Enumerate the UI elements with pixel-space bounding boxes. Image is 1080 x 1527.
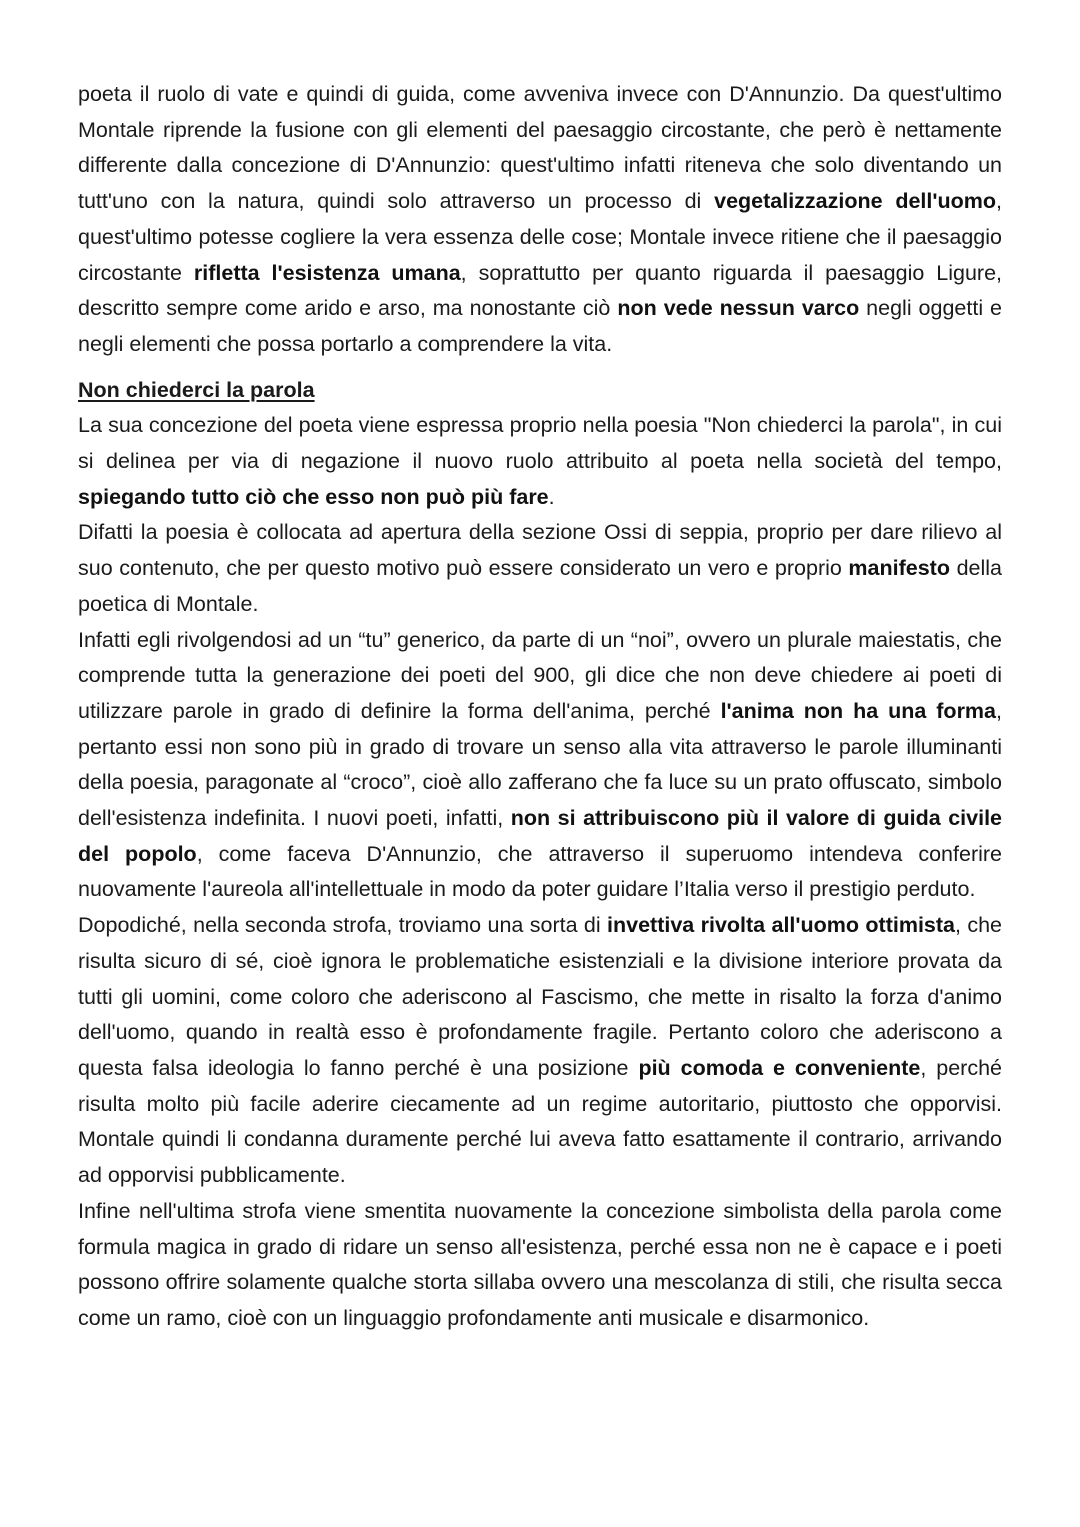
text-run: , pertanto essi non sono più in grado di trovare un senso alla vita attraverso le parole illuminanti della poesia, paragonate al “croco”, cioè allo zafferano che fa luce su un prato offuscato, simbolo dell'esistenza indefinita. I nuovi poeti, infatti, bbox=[78, 698, 1002, 831]
text-run: Infatti egli rivolgendosi ad un “tu” generico, da parte di un “noi”, ovvero un plurale maiestatis, che comprende tutta la generazione dei poeti del 900, gli dice che non deve chiedere ai poeti di utilizzare parole in grado di definire la forma dell'anima, perché bbox=[78, 627, 1002, 723]
paragraph-concezione bbox=[78, 408, 1002, 515]
bold-phrase: più comoda e conveniente bbox=[638, 1055, 921, 1080]
text-run: , come faceva D'Annunzio, che attraverso il superuomo intendeva conferire nuovamente l'aureola all'intellettuale in modo da poter guidare l’Italia verso il prestigio perduto. bbox=[78, 841, 1002, 902]
paragraph-intro bbox=[78, 77, 1002, 363]
bold-phrase: non vede nessun varco bbox=[617, 296, 860, 321]
text-run: della poetica di Montale. bbox=[78, 556, 1002, 616]
text-run: , perché risulta molto più facile aderire ciecamente ad un regime autoritario, piuttosto che opporvisi. Montale quindi li condanna duramente perché lui aveva fatto esattamente il contrario, arrivando ad opporvisi pubblicamente. bbox=[78, 1055, 1003, 1188]
document-page bbox=[78, 77, 1002, 1337]
text-run: Infine nell'ultima strofa viene smentita nuovamente la concezione simbolista della parola come formula magica in grado di ridare un senso all'esistenza, perché essa non ne è capace e i poeti possono offrire solamente qualche storta sillaba ovvero una mescolanza di stili, che risulta secca come un ramo, cioè con un linguaggio profondamente anti musicale e disarmonico. bbox=[78, 1198, 1002, 1330]
text-run: poeta il ruolo di vate e quindi di guida, come avveniva invece con D'Annunzio. Da quest'ultimo Montale riprende la fusione con gli elementi del paesaggio circostante, che però è nettamente differente dalla concezione di D'Annunzio: quest'ultimo infatti riteneva che solo diventando un tutt'uno con la natura, quindi solo attraverso un processo di bbox=[78, 82, 1002, 214]
paragraph-infatti bbox=[78, 623, 1002, 909]
bold-phrase: non si attribuiscono più il valore di guida civile del popolo bbox=[78, 806, 1003, 866]
bold-phrase: rifletta l'esistenza umana bbox=[193, 260, 461, 285]
bold-phrase: l'anima non ha una forma bbox=[720, 698, 997, 723]
text-run: , soprattutto per quanto riguarda il paesaggio Ligure, descritto sempre come arido e arso, ma nonostante ciò bbox=[78, 260, 1003, 321]
bold-phrase: spiegando tutto ciò che esso non può più fare bbox=[78, 484, 549, 509]
paragraph-difatti bbox=[78, 515, 1002, 622]
text-run: negli oggetti e negli elementi che possa portarlo a comprendere la vita. bbox=[78, 296, 1003, 356]
text-run: La sua concezione del poeta viene espressa proprio nella poesia "Non chiederci la parola", in cui si delinea per via di negazione il nuovo ruolo attribuito al poeta nella società del tempo, bbox=[78, 413, 1002, 474]
text-run: Dopodiché, nella seconda strofa, troviamo una sorta di bbox=[78, 913, 608, 938]
section-heading: Non chiederci la parola bbox=[78, 377, 315, 402]
bold-phrase: invettiva rivolta all'uomo ottimista bbox=[607, 913, 955, 938]
text-run: , quest'ultimo potesse cogliere la vera essenza delle cose; Montale invece ritiene che il paesaggio circostante bbox=[78, 189, 1002, 285]
text-run: Difatti la poesia è collocata ad apertura della sezione Ossi di seppia, proprio per dare rilievo al suo contenuto, che per questo motivo può essere considerato un vero e proprio bbox=[78, 520, 1002, 581]
text-run: . bbox=[548, 484, 555, 509]
text-run: , che risulta sicuro di sé, cioè ignora le problematiche esistenziali e la divisione interiore provata da tutti gli uomini, come coloro che aderiscono al Fascismo, che mette in risalto la forza d'animo dell'uomo, quando in realtà esso è profondamente fragile. Pertanto coloro che aderiscono a questa falsa ideologia lo fanno perché è una posizione bbox=[78, 913, 1003, 1080]
bold-phrase: manifesto bbox=[848, 556, 950, 581]
paragraph-gap bbox=[78, 363, 1002, 373]
bold-phrase: vegetalizzazione dell'uomo bbox=[714, 189, 997, 214]
paragraph-dopodiche bbox=[78, 908, 1002, 1194]
paragraph-infine bbox=[78, 1194, 1002, 1337]
